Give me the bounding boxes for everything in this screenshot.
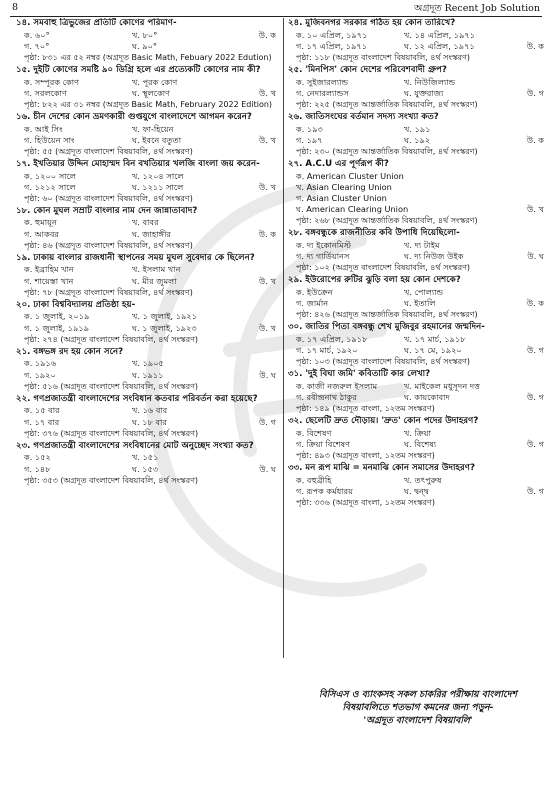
- option: ঘ. ১৮ বার: [132, 416, 167, 427]
- option: ঘ. ১৭ মে, ১৯২০: [404, 344, 462, 355]
- option: ঘ. American Clearing Union: [296, 204, 409, 215]
- option: ক. বহুব্রীহি: [296, 474, 332, 485]
- options: [288, 124, 546, 146]
- question-text: ১৯. ঢাকায় বাংলার রাজধানী স্থাপনের সময় মুঘল সুবেদার কে ছিলেন?: [16, 252, 255, 263]
- question-text: ২৪. মুজিবনগর সরকার গঠিত হয় কোন তারিখে?: [288, 18, 456, 28]
- source-reference: পৃষ্ঠা: ২৩০ (অগ্রদূত আন্তর্জাতিক বিষয়াবলি, ৪র্থ সংস্করণ): [296, 146, 478, 156]
- source-reference: পৃষ্ঠা: ৭৮ (অগ্রদূত বাংলাদেশ বিষয়াবলি, ৪র্থ সংস্করণ): [24, 287, 193, 297]
- options: [16, 358, 278, 380]
- option: খ. পোল্যান্ড: [404, 286, 444, 297]
- question-text: ২০. ঢাকা বিশ্ববিদ্যালয় প্রতিষ্ঠা হয়-: [16, 299, 136, 310]
- answer: উ. খ: [259, 322, 276, 333]
- option: খ. দ্য টাইম: [404, 239, 440, 250]
- source-reference: পৃষ্ঠা: ১৪৯ (অগ্রদূত বাংলা, ১২তম সংস্করণ): [296, 404, 435, 414]
- options: [288, 475, 546, 497]
- option: ঘ. দ্য নিউজ উইক: [404, 251, 464, 262]
- options: [16, 171, 278, 193]
- options: [16, 405, 278, 427]
- option: ঘ. ১২ এপ্রিল, ১৯৭১: [404, 40, 475, 51]
- option: গ. রূপক কর্মধারয়: [296, 485, 353, 496]
- question-item: [16, 300, 278, 345]
- option: ক. সুইজারল্যান্ড: [296, 76, 349, 87]
- question-item: [288, 369, 546, 414]
- source-reference: পৃষ্ঠা: ১০৩ (অগ্রদূত বাংলাদেশ বিষয়াবলি, ৪র্থ সংস্করণ): [296, 357, 471, 367]
- options: [288, 334, 546, 356]
- answer: উ. ক: [526, 40, 544, 51]
- option: গ. ১৯৭: [296, 134, 323, 145]
- question-text: ২৬. জাতিসংঘের বর্তমান সদস্য সংখ্যা কত?: [288, 111, 439, 122]
- option: ঘ. ১৫৩: [132, 463, 159, 474]
- left-column: [16, 18, 278, 488]
- options: [288, 381, 546, 403]
- option: গ. ১৭ এপ্রিল, ১৯৭১: [296, 40, 368, 51]
- question-text: ১৫. দুইটি কোণের সমষ্টি ৯০ ডিগ্রি হলে এর প্রত্যেকটি কোণের নাম কী?: [16, 64, 261, 75]
- answer: উ. খ: [259, 275, 276, 286]
- options: [288, 77, 546, 99]
- option: ঘ. যুক্তরাজ্য: [404, 87, 444, 98]
- question-item: [288, 112, 546, 157]
- question-item: [288, 275, 546, 320]
- option: খ. ১৯১: [404, 123, 431, 134]
- options: [288, 287, 546, 309]
- option: ঘ. কায়কোবাদ: [404, 391, 450, 402]
- source-reference: পৃষ্ঠা: ১০২ (অগ্রদূত বাংলাদেশ বিষয়াবলি, ৪র্থ সংস্করণ): [296, 263, 471, 273]
- promo-line: বিষয়াবলিতে শতভাগ কমনের জন্য পড়ুন-: [342, 702, 494, 713]
- answer: উ. গ: [527, 344, 544, 355]
- option: ক. দ্য ইকোনমিস্ট: [296, 239, 352, 250]
- question-item: [16, 65, 278, 110]
- answer: উ. গ: [527, 438, 544, 449]
- option: ক. ইউক্রেন: [296, 286, 333, 297]
- question-item: [16, 253, 278, 298]
- option: ঘ. ইবনে বতুতা: [132, 134, 182, 145]
- options: [16, 124, 278, 146]
- answer: উ. ক: [258, 29, 276, 40]
- option: খ. ৮০°: [132, 29, 158, 40]
- option: গ. হিউয়েন সাং: [24, 134, 75, 145]
- question-text: ১৭. ইখতিয়ার উদ্দিন মোহাম্মদ বিন বখতিয়ার খলজি বাংলা জয় করেন-: [16, 158, 260, 169]
- option: ঘ. স্থূলকোণ: [132, 87, 171, 98]
- option: ক. ১০ এপ্রিল, ১৯৭১: [296, 29, 368, 40]
- question-item: [16, 347, 278, 392]
- option: গ. জার্মান: [296, 298, 329, 308]
- question-text: ২২. গণপ্রজাতন্ত্রী বাংলাদেশের সংবিধান কতবার পরিবর্তন করা হয়েছে?: [16, 393, 258, 404]
- source-reference: পৃষ্ঠা: ৫৫ (অগ্রদূত বাংলাদেশ বিষয়াবলি, ৪র্থ সংস্করণ): [24, 146, 193, 156]
- answer: উ. গ: [527, 87, 544, 98]
- answer: উ. খ: [527, 204, 544, 215]
- answer: উ. খ: [259, 134, 276, 145]
- option: ঘ. ১২১১ সালে: [132, 181, 184, 192]
- option: গ. ১৭ বার: [24, 416, 60, 427]
- options: [16, 77, 278, 99]
- option: ঘ. ১৯১১: [132, 369, 164, 380]
- answer: উ. ঘ: [527, 251, 544, 262]
- option: খ. তৎপুরুষ: [404, 474, 442, 485]
- option: ক. ১ জুলাই, ২০১৯: [24, 311, 90, 322]
- option: খ. ১৪ এপ্রিল, ১৯৭১: [404, 29, 476, 40]
- source-reference: পৃষ্ঠা: ৫১৬ (অগ্রদূত বাংলাদেশ বিষয়াবলি, ৪র্থ সংস্করণ): [24, 381, 199, 391]
- question-item: [16, 112, 278, 157]
- question-text: ১৪. সমবাহু ত্রিভুজের প্রতিটি কোণের পরিমাণ-: [16, 18, 177, 28]
- options: [288, 30, 546, 52]
- option: খ. ক্রিয়া: [404, 427, 431, 438]
- answer: উ. ঘ: [259, 369, 276, 380]
- answer: উ. ক: [526, 298, 544, 308]
- question-item: [288, 159, 546, 226]
- question-text: ২৭. A.C.U এর পূর্ণরূপ কী?: [288, 158, 389, 169]
- column-divider: [283, 18, 284, 658]
- option: ক. ৬০°: [24, 29, 50, 40]
- option: খ. ১৫১: [132, 452, 159, 463]
- question-item: [288, 65, 546, 110]
- question-item: [16, 441, 278, 486]
- answer: উ. ঘ: [259, 463, 276, 474]
- option: ঘ. ইতালি: [404, 298, 436, 308]
- source-reference: পৃষ্ঠা: ৪৯৩ (অগ্রদূত বাংলা, ১২তম সংস্করণ): [296, 451, 435, 461]
- source-reference: পৃষ্ঠা: ৪২৬ (অগ্রদূত আন্তর্জাতিক বিষয়াবলি, ৪র্থ সংস্করণ): [296, 310, 478, 320]
- question-text: ২৮. বঙ্গবন্ধুকে রাজনীতির কবি উপাধি দিয়েছিলো-: [288, 228, 460, 239]
- options: [288, 171, 546, 216]
- question-item: [16, 159, 278, 204]
- options: [16, 452, 278, 474]
- option: ক. বিশেষণ: [296, 427, 332, 438]
- option: ঘ. ১৯২: [404, 134, 431, 145]
- option: খ. ১৯০৫: [132, 358, 164, 369]
- promo-box: [296, 688, 540, 727]
- question-item: [16, 394, 278, 439]
- answer: উ. গ: [527, 391, 544, 402]
- question-text: ২১. বঙ্গভঙ্গ রদ হয় কোন সনে?: [16, 346, 124, 357]
- option: খ. ১২০৪ সালে: [132, 170, 184, 181]
- option: ক. ইব্রাহিম খান: [24, 264, 74, 275]
- answer: উ. ক: [526, 134, 544, 145]
- option: গ. ১৯২০: [24, 369, 56, 380]
- source-reference: পৃষ্ঠা: ৩৩৬ (অগ্রদূত বাংলা, ১২তম সংস্করণ): [296, 498, 435, 508]
- option: খ. ফা-হিয়েন: [132, 123, 174, 134]
- question-text: ৩০. জাতির পিতা বঙ্গবন্ধু শেখ মুজিবুর রহমানের জন্মদিন-: [288, 322, 485, 333]
- option: ঘ. মীর জুমলা: [132, 275, 177, 286]
- header-rule: [10, 16, 542, 17]
- option: খ. ইসলাম খান: [132, 264, 181, 275]
- option: ঘ. জাহাঙ্গীর: [132, 228, 171, 239]
- option: ঘ. ৯০°: [132, 40, 157, 51]
- option: ক. কাজী নজরুল ইসলাম: [296, 380, 378, 391]
- source-reference: পৃষ্ঠা: ৬০ (অগ্রদূত বাংলাদেশ বিষয়াবলি, ৪র্থ সংস্করণ): [24, 193, 193, 203]
- option: গ. রবীন্দ্রনাথ ঠাকুর: [296, 391, 357, 402]
- option: ক. ১৫ বার: [24, 405, 60, 416]
- option: খ. পূরক কোণ: [132, 76, 178, 87]
- option: খ. মাইকেল মধুসূদন দত্ত: [404, 380, 480, 391]
- promo-line: 'অগ্রদূত বাংলাদেশ বিষয়াবলি': [363, 715, 473, 726]
- source-reference: পৃষ্ঠা: ১১৮ (অগ্রদূত বাংলাদেশ বিষয়াবলি, ৪র্থ সংস্করণ): [296, 52, 471, 62]
- question-text: ১৮. কোন মুঘল সম্রাট বাংলার নাম দেন জান্নাতাবাদ?: [16, 205, 198, 216]
- source-reference: পৃষ্ঠা: ২৭৪ (অগ্রদূত বাংলাদেশ বিষয়াবলি, ৪র্থ সংস্করণ): [24, 334, 199, 344]
- source-reference: পৃষ্ঠা: ২২৫ (অগ্রদূত আন্তর্জাতিক বিষয়াবলি, ৪র্থ সংস্করণ): [296, 99, 478, 109]
- question-item: [288, 463, 546, 508]
- promo-line: বিসিএস ও ব্যাংকসহ সকল চাকরির পরীক্ষায় বাংলাদেশ: [319, 689, 517, 700]
- question-item: [288, 322, 546, 367]
- option: ক. আই সিং: [24, 123, 63, 134]
- source-reference: পৃষ্ঠা: ৮৩১ এর ৫২ নম্বর (অগ্রদূত Basic Math, Febuary 2022 Edution): [24, 52, 272, 62]
- option: খ. ১৬ বার: [132, 405, 168, 416]
- option: গ. সরলকোণ: [24, 87, 67, 98]
- option: ক. ১৯৩: [296, 123, 323, 134]
- option: গ. ১৪৮: [24, 463, 51, 474]
- option: গ. ১২১২ সালে: [24, 181, 76, 192]
- question-text: ৩২. ছেলেটি দ্রুত দৌড়ায়। 'দ্রুত' কোন পদের উদাহরণ?: [288, 416, 479, 427]
- option: গ. আকবর: [24, 228, 59, 239]
- question-item: [288, 228, 546, 273]
- answer: উ. গ: [527, 485, 544, 496]
- option: গ. ১৭ মার্চ, ১৯২০: [296, 344, 358, 355]
- answer: উ. ক: [258, 228, 276, 239]
- option: ক. ১২০০ সালে: [24, 170, 76, 181]
- option: গ. ১ জুলাই, ১৯১৯: [24, 322, 90, 333]
- source-reference: পৃষ্ঠা: ৮২২ এর ৩১ নম্বর (অগ্রদূত Basic Math, February 2022 Edition): [24, 99, 273, 109]
- page-header: [12, 2, 540, 16]
- option: ক. ১৫২: [24, 452, 51, 463]
- option: গ. শায়েস্তা খান: [24, 275, 74, 286]
- option: গ. ক্রিয়া বিশেষণ: [296, 438, 351, 449]
- source-reference: পৃষ্ঠা: ৩৭৬ (অগ্রদূত বাংলাদেশ বিষয়াবলি, ৪র্থ সংস্করণ): [24, 428, 199, 438]
- option: খ. নিউজিল্যান্ড: [404, 76, 456, 87]
- question-text: ১৬. চীন দেশের কোন ভ্রমণকারী গুপ্তযুগে বাংলাদেশে আগমন করেন?: [16, 111, 252, 122]
- answer: উ. খ: [259, 87, 276, 98]
- options: [16, 217, 278, 239]
- option: খ. ১ জুলাই, ১৯২১: [132, 311, 198, 322]
- options: [16, 264, 278, 286]
- answer: উ. গ: [259, 416, 276, 427]
- question-text: ৩১. 'দুই বিঘা জমি' কবিতাটি কার লেখা?: [288, 369, 431, 380]
- option: ঘ. দ্বন্দ্ব: [404, 485, 429, 496]
- option: ঘ. বিশেষ্য: [404, 438, 437, 449]
- option: খ. ১৭ মার্চ, ১৯১৮: [404, 333, 466, 344]
- question-text: ২৯. ইউরোপের রুটির ঝুড়ি বলা হয় কোন দেশকে?: [288, 275, 461, 286]
- question-item: [288, 18, 546, 63]
- option: ঘ. ১ জুলাই, ১৯২৩: [132, 322, 197, 333]
- options: [16, 30, 278, 52]
- option: খ. Asian Clearing Union: [296, 181, 392, 192]
- book-title: অগ্রদূত Recent Job Solution: [414, 3, 540, 14]
- option: ক. ১৯১৬: [24, 358, 57, 369]
- source-reference: পৃষ্ঠা: ২৬৮ (অগ্রদূত আন্তর্জাতিক বিষয়াবলি, ৪র্থ সংস্করণ): [296, 216, 478, 226]
- option: ক. American Cluster Union: [296, 170, 404, 181]
- option: ক. সম্পূরক কোণ: [24, 76, 80, 87]
- option: ক. হুমায়ূন: [24, 217, 57, 228]
- question-item: [288, 416, 546, 461]
- source-reference: পৃষ্ঠা: ৪৬ (অগ্রদূত বাংলাদেশ বিষয়াবলি, ৪র্থ সংস্করণ): [24, 240, 193, 250]
- right-column: [288, 18, 546, 510]
- answer: উ. খ: [259, 181, 276, 192]
- question-text: ২৩. গণপ্রজাতন্ত্রী বাংলাদেশের সংবিধানের মোট অনুচ্ছেদ সংখ্যা কত?: [16, 440, 254, 451]
- option: গ. দ্য গার্ডিয়ানস: [296, 251, 350, 262]
- options: [288, 428, 546, 450]
- option: গ. ৭০°: [24, 40, 50, 51]
- option: গ. নেদারল্যান্ডস: [296, 87, 349, 98]
- options: [288, 240, 546, 262]
- question-item: [16, 206, 278, 251]
- options: [16, 311, 278, 333]
- option: গ. Asian Cluster Union: [296, 192, 387, 203]
- question-item: [16, 18, 278, 63]
- question-text: ২৫. 'মিনপিস' কোন দেশের পরিবেশবাদী গ্রুপ?: [288, 64, 447, 75]
- page-number: 8: [12, 2, 19, 13]
- option: খ. বাবর: [132, 217, 159, 228]
- question-text: ৩৩. মন রূপ মাঝি = মনমাঝি কোন সমাসের উদাহরণ?: [288, 463, 475, 474]
- source-reference: পৃষ্ঠা: ৩৫৩ (অগ্রদূত বাংলাদেশ বিষয়াবলি, ৪র্থ সংস্করণ): [24, 475, 199, 485]
- option: ক. ১৭ এপ্রিল, ১৯১৮: [296, 333, 368, 344]
